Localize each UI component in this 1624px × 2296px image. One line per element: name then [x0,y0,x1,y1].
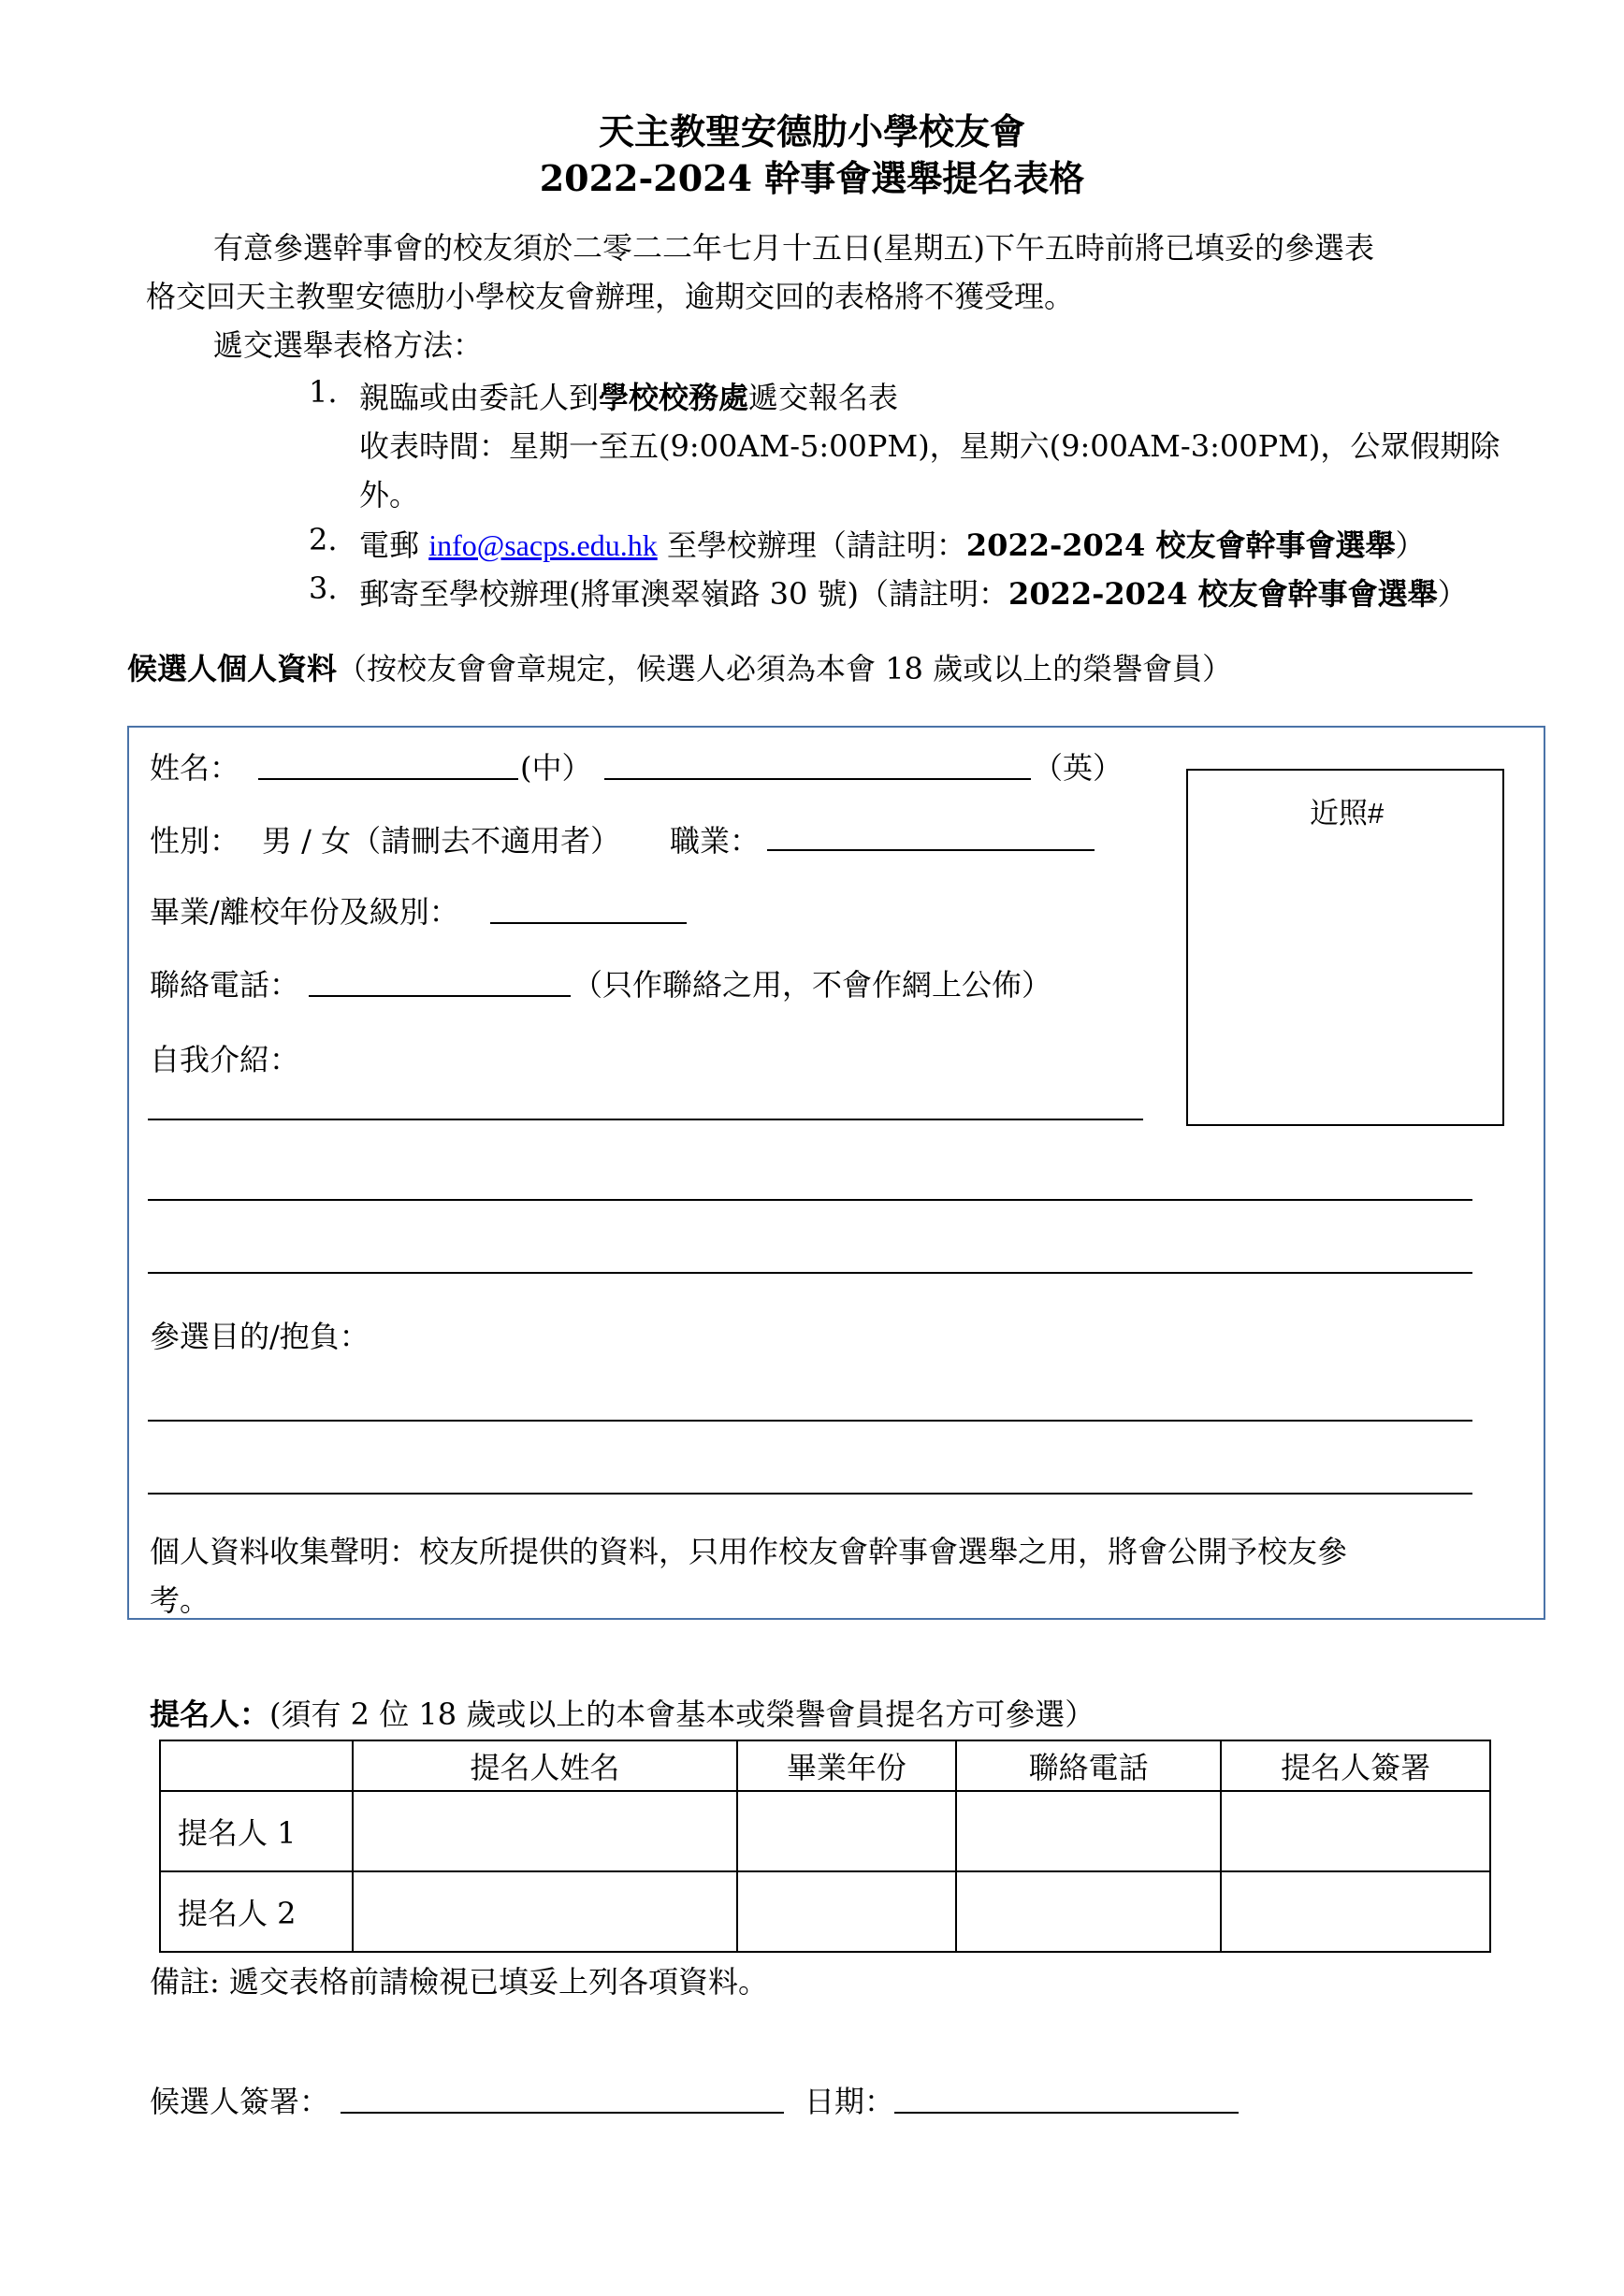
method-1-number: 1. [309,374,338,410]
method-2-post: ） [1395,527,1426,563]
self-intro-line-2[interactable] [148,1199,1472,1201]
method-1-bold: 學校校務處 [599,380,749,415]
form-title-line1: 天主教聖安德肋小學校友會 [598,110,1025,152]
goal-label: 參選目的/抱負： [150,1319,370,1354]
goal-line-1[interactable] [148,1420,1472,1422]
nominators-heading-bold: 提名人： [150,1697,270,1732]
nominator-signature-cell[interactable] [1221,1791,1490,1871]
privacy-statement-line1: 個人資料收集聲明：校友所提供的資料，只用作校友會幹事會選舉之用，將會公開予校友參 [150,1534,1348,1569]
method-2-text [359,522,1425,565]
nominators-heading-note: (須有 2 位 18 歲或以上的本會基本或榮譽會員提名方可參選） [269,1697,1095,1732]
date-field[interactable] [894,2112,1239,2114]
table-header-cell: 聯絡電話 [956,1740,1222,1791]
graduation-field[interactable] [490,922,687,924]
date-label: 日期： [805,2084,895,2119]
occupation-field[interactable] [767,849,1095,851]
nominator-phone-cell[interactable] [956,1871,1222,1952]
candidate-heading [127,645,1232,688]
method-2-mid: 至學校辦理（請註明： [657,527,966,563]
gender-label: 性別： [150,823,240,859]
photo-box[interactable] [1186,769,1504,1126]
phone-note: （只作聯絡之用，不會作網上公佈） [573,967,1052,1003]
nominator-year-cell[interactable] [737,1871,956,1952]
nominators-heading [150,1691,1095,1734]
table-header-row [160,1740,1490,1791]
self-intro-line-3[interactable] [148,1272,1472,1274]
method-1-post: 遞交報名表 [748,380,899,415]
signature-label: 候選人簽署： [150,2084,330,2119]
name-zh-field[interactable] [258,778,518,780]
name-label: 姓名： [150,750,240,786]
table-header-cell: 畢業年份 [737,1740,956,1791]
nominator-name-cell[interactable] [353,1791,737,1871]
self-intro-line-1[interactable] [148,1119,1143,1120]
methods-heading: 遞交選舉表格方法： [213,327,484,363]
method-3-bold: 2022-2024 校友會幹事會選舉 [1008,576,1438,612]
method-2-pre: 電郵 [359,527,429,563]
nominator-phone-cell[interactable] [956,1791,1222,1871]
method-2-bold: 2022-2024 校友會幹事會選舉 [965,527,1396,563]
method-3-post: ） [1437,576,1468,612]
table-row [160,1871,1490,1952]
method-2-number: 2. [309,522,338,557]
method-3-pre: 郵寄至學校辦理(將軍澳翠嶺路 30 號)（請註明： [359,576,1009,612]
table-header-cell: 提名人簽署 [1221,1740,1490,1791]
method-1-hours-line2: 外。 [359,477,420,513]
table-row [160,1791,1490,1871]
phone-field[interactable] [309,995,571,997]
photo-label: 近照# [1310,797,1385,830]
name-en-suffix: （英） [1033,750,1124,786]
nominator-year-cell[interactable] [737,1791,956,1871]
email-link[interactable]: info@sacps.edu.hk [428,528,658,562]
privacy-statement-line2: 考。 [150,1582,210,1618]
nominator-name-cell[interactable] [353,1871,737,1952]
nominator-signature-cell[interactable] [1221,1871,1490,1952]
graduation-label: 畢業/離校年份及級別： [150,894,459,930]
signature-field[interactable] [341,2112,784,2114]
table-header-cell [160,1740,353,1791]
table-header-cell: 提名人姓名 [353,1740,737,1791]
occupation-label: 職業： [670,823,761,859]
method-1-pre: 親臨或由委託人到 [359,380,600,415]
nominator-row-label: 提名人 1 [160,1791,353,1871]
remark: 備註: 遞交表格前請檢視已填妥上列各項資料。 [150,1964,768,2000]
method-1-text [359,374,898,417]
method-3-text [359,570,1468,614]
candidate-heading-bold: 候選人個人資料 [127,651,338,686]
form-title-line2: 2022-2024 幹事會選舉提名表格 [539,157,1085,199]
intro-paragraph-line1: 有意參選幹事會的校友須於二零二二年七月十五日(星期五)下午五時前將已填妥的參選表 [213,230,1374,266]
name-zh-suffix: (中） [520,750,592,786]
goal-line-2[interactable] [148,1493,1472,1495]
self-intro-label: 自我介紹： [150,1042,300,1077]
gender-options[interactable]: 男 / 女（請刪去不適用者） [262,823,621,859]
candidate-heading-note: （按校友會會章規定，候選人必須為本會 18 歲或以上的榮譽會員） [337,651,1233,686]
nominator-row-label: 提名人 2 [160,1871,353,1952]
name-en-field[interactable] [604,778,1031,780]
nominator-table [159,1740,1491,1953]
phone-label: 聯絡電話： [150,967,300,1003]
method-3-number: 3. [309,570,338,606]
intro-paragraph-line2: 格交回天主教聖安德肋小學校友會辦理，逾期交回的表格將不獲受理。 [146,279,1075,314]
method-1-hours-line1: 收表時間：星期一至五(9:00AM-5:00PM)，星期六(9:00AM-3:00PM)，公眾假期除 [359,428,1501,464]
